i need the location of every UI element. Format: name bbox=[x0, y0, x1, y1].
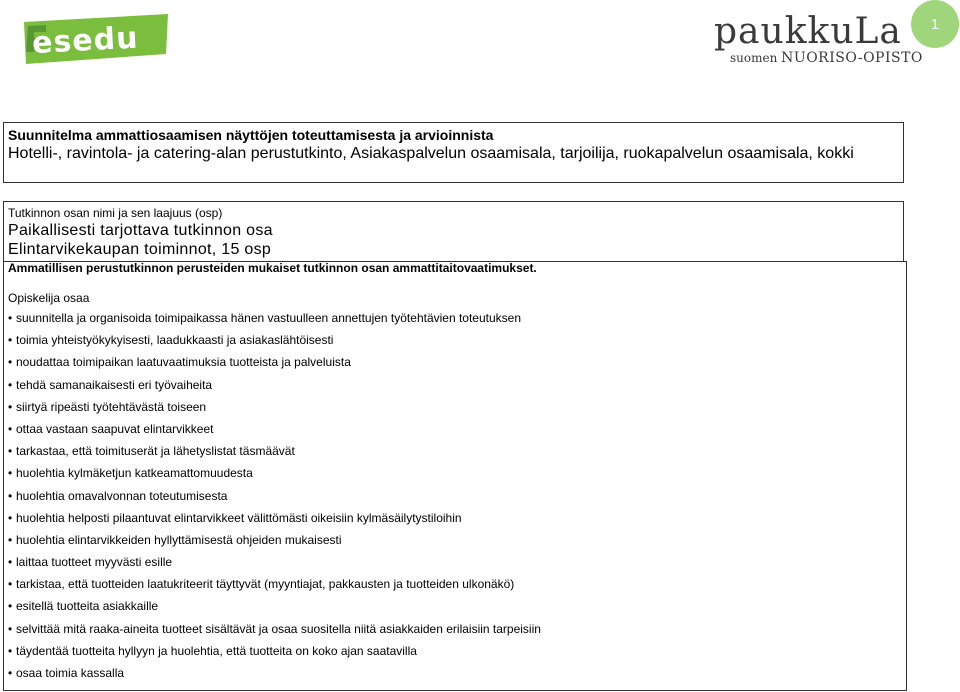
paukkula-logo-sub1: suomen bbox=[730, 51, 778, 65]
list-item bbox=[8, 443, 902, 465]
plan-header-box bbox=[3, 122, 904, 183]
list-item bbox=[8, 554, 902, 576]
list-item-text: siirtyä ripeästi työtehtävästä toiseen bbox=[16, 399, 207, 414]
list-item bbox=[8, 399, 902, 421]
list-item bbox=[8, 621, 902, 643]
list-item-text: tarkistaa, että tuotteiden laatukriteerit täyttyvät (myyntiajat, pakkausten ja tuotteiden ulkonäkö) bbox=[16, 577, 515, 592]
list-item-text: täydentää tuotteita hyllyyn ja huolehtia, että tuotteita on koko ajan saatavilla bbox=[16, 643, 417, 658]
list-item bbox=[8, 598, 902, 620]
list-item-text: selvittää mitä raaka-aineita tuotteet sisältävät ja osaa suositella niitä asiakkaiden erilaisiin tarpeisiin bbox=[16, 621, 541, 636]
bullet-icon: • bbox=[8, 399, 13, 414]
bullet-icon: • bbox=[8, 444, 13, 459]
list-item-text: tehdä samanaikaisesti eri työvaiheita bbox=[16, 377, 213, 392]
requirements-list bbox=[8, 310, 902, 687]
list-item-text: ottaa vastaan saapuvat elintarvikkeet bbox=[16, 421, 214, 436]
requirements-intro: Opiskelija osaa bbox=[8, 291, 90, 305]
paukkula-logo-word: paukkuLa bbox=[714, 11, 902, 52]
bullet-icon: • bbox=[8, 510, 13, 525]
requirements-box bbox=[3, 261, 907, 691]
list-item bbox=[8, 643, 902, 665]
unit-name-line1: Paikallisesti tarjottava tutkinnon osa bbox=[8, 222, 273, 239]
list-item-text: huolehtia elintarvikkeiden hyllyttämisestä ohjeiden mukaisesti bbox=[16, 532, 342, 547]
paukkula-logo-sub2: NUORISO-OPISTO bbox=[781, 50, 923, 66]
bullet-icon: • bbox=[8, 488, 13, 503]
list-item-text: toimia yhteistyökykyisesti, laadukkaasti ja asiakaslähtöisesti bbox=[16, 333, 334, 348]
list-item-text: huolehtia omavalvonnan toteutumisesta bbox=[16, 488, 228, 503]
list-item bbox=[8, 354, 902, 376]
bullet-icon: • bbox=[8, 311, 13, 325]
bullet-icon: • bbox=[8, 377, 13, 392]
plan-subtitle: Hotelli-, ravintola- ja catering-alan perustutkinto, Asiakaspalvelun osaamisala, tarjoilija, ruokapalvelun osaamisala, kokki bbox=[8, 145, 854, 162]
paukkula-logo-sub bbox=[730, 51, 923, 65]
esedu-logo-graphic bbox=[22, 14, 170, 64]
page-number-badge: 1 bbox=[911, 0, 959, 48]
esedu-logo-text: esedu bbox=[31, 20, 140, 62]
list-item-text: huolehtia kylmäketjun katkeamattomuudesta bbox=[16, 466, 253, 481]
unit-requirement: Ammatillisen perustutkinnon perusteiden mukaiset tutkinnon osan ammattitaitovaatimukset. bbox=[8, 261, 537, 275]
bullet-icon: • bbox=[8, 599, 13, 614]
list-item bbox=[8, 532, 902, 554]
paukkula-logo bbox=[714, 10, 923, 68]
list-item-text: huolehtia helposti pilaantuvat elintarvikkeet välittömästi oikeisiin kylmäsäilytystiloihin bbox=[16, 510, 462, 525]
bullet-icon: • bbox=[8, 666, 13, 680]
unit-label: Tutkinnon osan nimi ja sen laajuus (osp) bbox=[8, 206, 223, 220]
bullet-icon: • bbox=[8, 421, 13, 436]
list-item-text: tarkastaa, että toimituserät ja lähetyslistat täsmäävät bbox=[16, 444, 295, 459]
esedu-logo bbox=[22, 14, 170, 64]
bullet-icon: • bbox=[8, 643, 13, 658]
list-item bbox=[8, 310, 902, 332]
list-item bbox=[8, 421, 902, 443]
bullet-icon: • bbox=[8, 621, 13, 636]
list-item-text: osaa toimia kassalla bbox=[16, 666, 125, 680]
list-item-text: esitellä tuotteita asiakkaille bbox=[16, 599, 159, 614]
plan-title: Suunnitelma ammattiosaamisen näyttöjen toteuttamisesta ja arvioinnista bbox=[8, 127, 494, 143]
list-item bbox=[8, 332, 902, 354]
list-item bbox=[8, 510, 902, 532]
list-item bbox=[8, 665, 902, 687]
bullet-icon: • bbox=[8, 333, 13, 348]
unit-box bbox=[3, 201, 904, 275]
list-item bbox=[8, 488, 902, 510]
list-item bbox=[8, 377, 902, 399]
bullet-icon: • bbox=[8, 466, 13, 481]
bullet-icon: • bbox=[8, 555, 13, 570]
list-item-text: laittaa tuotteet myyvästi esille bbox=[16, 555, 173, 570]
list-item bbox=[8, 576, 902, 598]
bullet-icon: • bbox=[8, 355, 13, 370]
bullet-icon: • bbox=[8, 577, 13, 592]
bullet-icon: • bbox=[8, 532, 13, 547]
list-item-text: suunnitella ja organisoida toimipaikassa hänen vastuulleen annettujen työtehtävien toteutuksen bbox=[16, 311, 522, 325]
unit-name-line2: Elintarvikekaupan toiminnot, 15 osp bbox=[8, 241, 272, 258]
list-item bbox=[8, 465, 902, 487]
list-item-text: noudattaa toimipaikan laatuvaatimuksia tuotteista ja palveluista bbox=[16, 355, 351, 370]
